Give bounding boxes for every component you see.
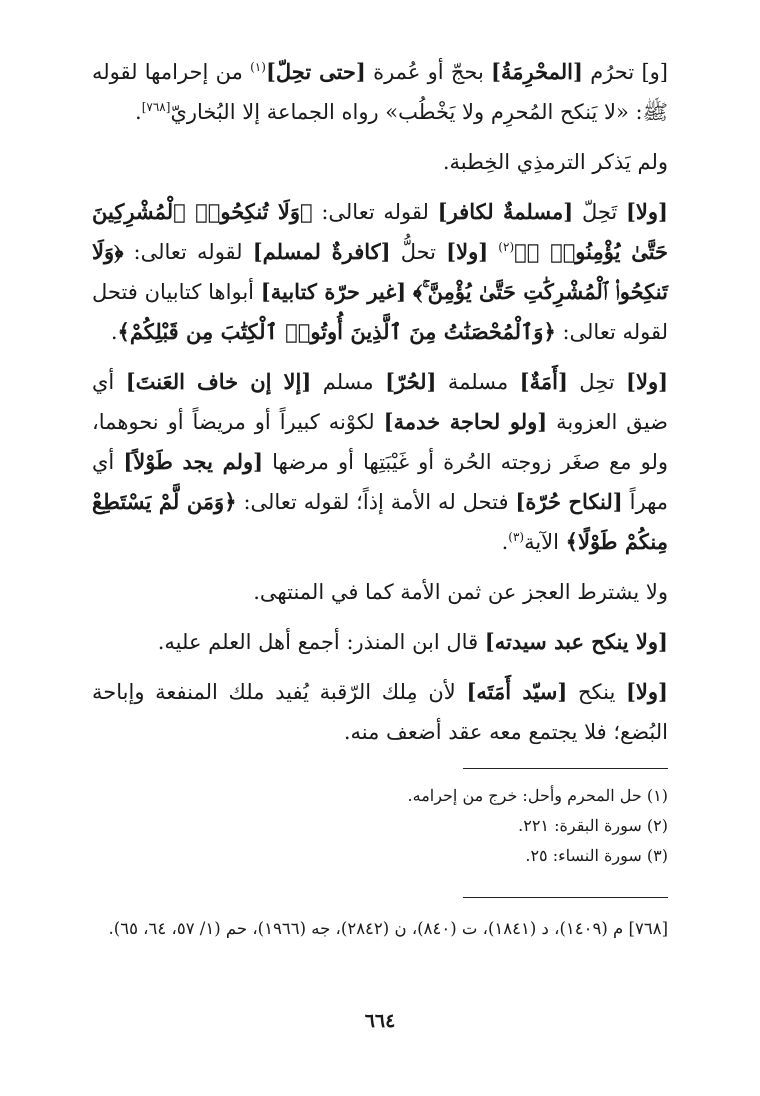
quran-verse: ﴿وَمَن لَّمْ يَسْتَطِعْ مِنكُمْ طَوْلًا﴾ bbox=[92, 489, 668, 554]
footnote-marker[interactable]: (٢) bbox=[498, 240, 515, 254]
footnote-text: حل المحرم وأحل: خرج من إحرامه. bbox=[407, 786, 642, 805]
footnote-number: (٢) bbox=[646, 816, 668, 835]
text: لكوْنه كبيراً أو مريضاً أو نحوهما، ولو مع صغَر زوجته الحُرة أو غَيْبَتِها أو مرضها bbox=[92, 410, 668, 474]
matn-text: [لحُرّ] bbox=[385, 369, 437, 394]
quran-verse: ﴿وَلَا تَنكِحُوا۟ ٱلْمُشْرِكَٰتِ حَتَّىٰ يُؤْمِنَّ ۚ﴾ bbox=[92, 239, 668, 304]
text: تحِل bbox=[567, 370, 627, 394]
text: أي ضيق العزوبة bbox=[92, 370, 668, 434]
matn-text: [حتى تحِلّ] bbox=[265, 59, 366, 84]
text: ينكح bbox=[567, 680, 626, 704]
matn-text: [ولو لحاجة خدمة] bbox=[383, 409, 548, 434]
paragraph-muslima-kafir bbox=[92, 192, 668, 352]
text: أبواها كتابيان فتحل لقوله تعالى: bbox=[92, 280, 668, 344]
text: مسلمة bbox=[436, 370, 520, 394]
text: مسلم bbox=[311, 370, 386, 394]
paragraph-abd-sayyida bbox=[92, 622, 668, 662]
footnote-marker[interactable]: (٣) bbox=[508, 530, 525, 544]
matn-text: [المحْرِمَةُ] bbox=[491, 59, 583, 84]
text: لقوله تعالى: bbox=[312, 200, 438, 224]
footnote-3 bbox=[92, 841, 668, 871]
text: . bbox=[501, 530, 509, 554]
hadith-ref-number: [٧٦٨] bbox=[628, 919, 668, 938]
takhrij-text: م (١٤٠٩)، د (١٨٤١)، ت (٨٤٠)، ن (٢٨٤٢)، جه (١٩٦٦)، حم (١/ ٥٧، ٦٤، ٦٥). bbox=[108, 919, 629, 938]
text: الآية bbox=[524, 530, 566, 554]
hadith-ref-marker[interactable]: [٧٦٨] bbox=[141, 100, 171, 114]
text: لقوله تعالى: bbox=[123, 240, 253, 264]
paragraph-ihram bbox=[92, 52, 668, 132]
text: تَحِلّ bbox=[573, 200, 626, 224]
text: لأن مِلك الرّقبة يُفيد ملك المنفعة وإباحة البُضع؛ فلا يجتمع معه عقد أضعف منه. bbox=[92, 680, 668, 744]
matn-text: [ولا] bbox=[626, 199, 668, 224]
matn-text: [ولم يجد طَوْلاً] bbox=[123, 449, 264, 474]
text: أي مهراً bbox=[92, 450, 668, 514]
matn-text: [مسلمةٌ لكافر] bbox=[437, 199, 574, 224]
footnotes bbox=[92, 781, 668, 871]
paragraph-muntaha bbox=[92, 572, 668, 612]
quran-verse: ﴿وَلَا تُنكِحُوا۟ ٱلْمُشْرِكِينَ حَتَّىٰ يُؤْمِنُوا۟ ۚ﴾ bbox=[92, 199, 669, 264]
matn-text: [كافرةٌ لمسلم] bbox=[252, 239, 391, 264]
matn-text: [ولا ينكح عبد سيدته] bbox=[484, 629, 668, 654]
page-number: ٦٦٤ bbox=[364, 1010, 396, 1032]
matn-text: [ولا] bbox=[446, 239, 489, 264]
text: . bbox=[110, 320, 118, 344]
matn-text: [أَمَةٌ] bbox=[519, 369, 568, 394]
paragraph-sayyid-ama bbox=[92, 672, 668, 752]
paragraph-ama bbox=[92, 362, 668, 562]
paragraph-tirmidhi bbox=[92, 142, 668, 182]
footnote-text: سورة البقرة: ٢٢١. bbox=[518, 816, 642, 835]
footnote-number: (٣) bbox=[646, 846, 668, 865]
matn-text: [سيّد أَمَتَه] bbox=[466, 679, 568, 704]
text: قال ابن المنذر: أجمع أهل العلم عليه. bbox=[157, 630, 485, 654]
text: من إحرامها لقوله ﷺ: «لا يَنكح المُحرِم ولا يَخْطُب» رواه الجماعة إلا البُخاريّ bbox=[92, 60, 668, 124]
text: [و] تحرُم bbox=[582, 60, 668, 84]
matn-text: [لنكاح حُرّة] bbox=[515, 489, 623, 514]
text: فتحل له الأمة إذاً؛ لقوله تعالى: bbox=[236, 490, 516, 514]
text: بحجّ أو عُمرة bbox=[365, 60, 492, 84]
text bbox=[406, 280, 413, 304]
footnote-number: (١) bbox=[646, 786, 668, 805]
quran-verse: ﴿وَٱلْمُحْصَنَٰتُ مِنَ ٱلَّذِينَ أُوتُوا۟ ٱلْكِتَٰبَ مِن قَبْلِكُمْ﴾ bbox=[117, 319, 556, 344]
footnote-divider bbox=[463, 768, 668, 769]
footnote-2 bbox=[92, 811, 668, 841]
footnote-1 bbox=[92, 781, 668, 811]
footnote-marker[interactable]: (١) bbox=[250, 60, 266, 74]
takhrij-divider bbox=[463, 897, 668, 898]
matn-text: [ولا] bbox=[626, 679, 668, 704]
text: ولم يَذكر الترمذِي الخِطبة. bbox=[442, 150, 668, 174]
text: تحلُّ bbox=[390, 240, 447, 264]
text bbox=[488, 240, 498, 264]
footnote-text: سورة النساء: ٢٥. bbox=[525, 846, 642, 865]
text: ولا يشترط العجز عن ثمن الأمة كما في المنتهى. bbox=[253, 580, 668, 604]
text: . bbox=[135, 100, 142, 124]
matn-text: [ولا] bbox=[626, 369, 669, 394]
takhrij-note bbox=[92, 912, 668, 946]
matn-text: [إلا إن خاف العَنتَ] bbox=[125, 369, 312, 394]
matn-text: [غير حرّة كتابية] bbox=[260, 279, 407, 304]
